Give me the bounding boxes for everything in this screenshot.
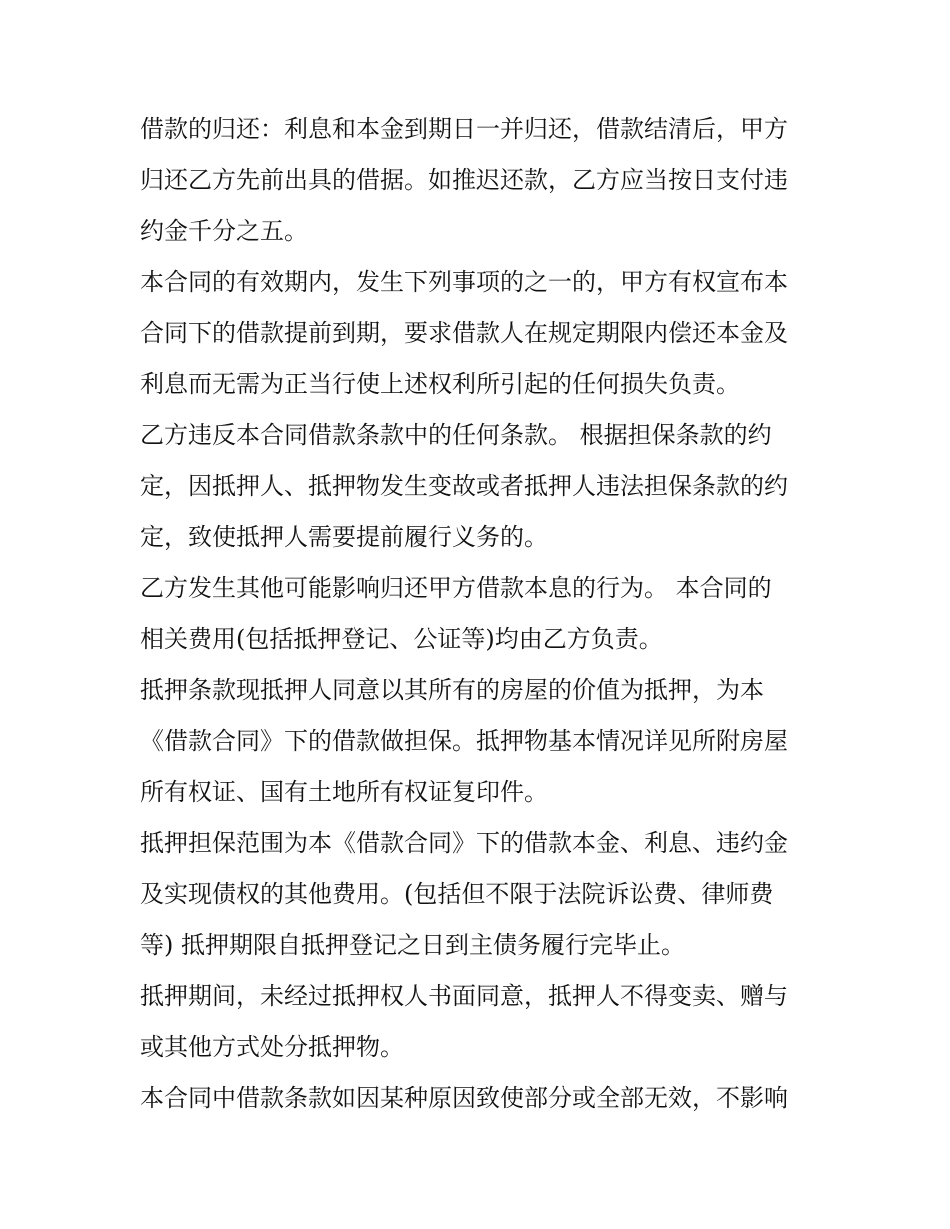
- text-line-18: 抵押期间，未经过抵押权人书面同意，抵押人不得变卖、赠与: [140, 982, 788, 1010]
- text-line-6: 利息而无需为正当行使上述权利所引起的任何损失负责。: [140, 370, 740, 398]
- text-line-19: 或其他方式处分抵押物。: [140, 1033, 404, 1061]
- text-line-20: 本合同中借款条款如因某种原因致使部分或全部无效，不影响: [140, 1084, 788, 1112]
- text-line-15: 抵押担保范围为本《借款合同》下的借款本金、利息、违约金: [140, 829, 788, 857]
- text-line-16: 及实现债权的其他费用。(包括但不限于法院诉讼费、律师费: [140, 880, 774, 908]
- text-line-14: 所有权证、国有土地所有权证复印件。: [140, 778, 548, 806]
- text-line-7: 乙方违反本合同借款条款中的任何条款。 根据担保条款的约: [140, 421, 772, 449]
- text-line-11: 相关费用(包括抵押登记、公证等)均由乙方负责。: [140, 625, 663, 653]
- text-line-5: 合同下的借款提前到期，要求借款人在规定期限内偿还本金及: [140, 319, 788, 347]
- text-line-1: 借款的归还：利息和本金到期日一并归还，借款结清后，甲方: [140, 115, 788, 143]
- text-line-13: 《借款合同》下的借款做担保。抵押物基本情况详见所附房屋: [140, 727, 788, 755]
- document-body: [140, 104, 820, 1124]
- text-line-9: 定，致使抵押人需要提前履行义务的。: [140, 523, 548, 551]
- text-line-10: 乙方发生其他可能影响归还甲方借款本息的行为。 本合同的: [140, 574, 772, 602]
- text-line-17: 等) 抵押期限自抵押登记之日到主债务履行完毕止。: [140, 931, 685, 959]
- text-line-12: 抵押条款现抵押人同意以其所有的房屋的价值为抵押，为本: [140, 676, 764, 704]
- text-line-8: 定，因抵押人、抵押物发生变故或者抵押人违法担保条款的约: [140, 472, 788, 500]
- text-line-4: 本合同的有效期内，发生下列事项的之一的，甲方有权宣布本: [140, 268, 788, 296]
- text-line-3: 约金千分之五。: [140, 217, 308, 245]
- text-line-2: 归还乙方先前出具的借据。如推迟还款，乙方应当按日支付违: [140, 166, 788, 194]
